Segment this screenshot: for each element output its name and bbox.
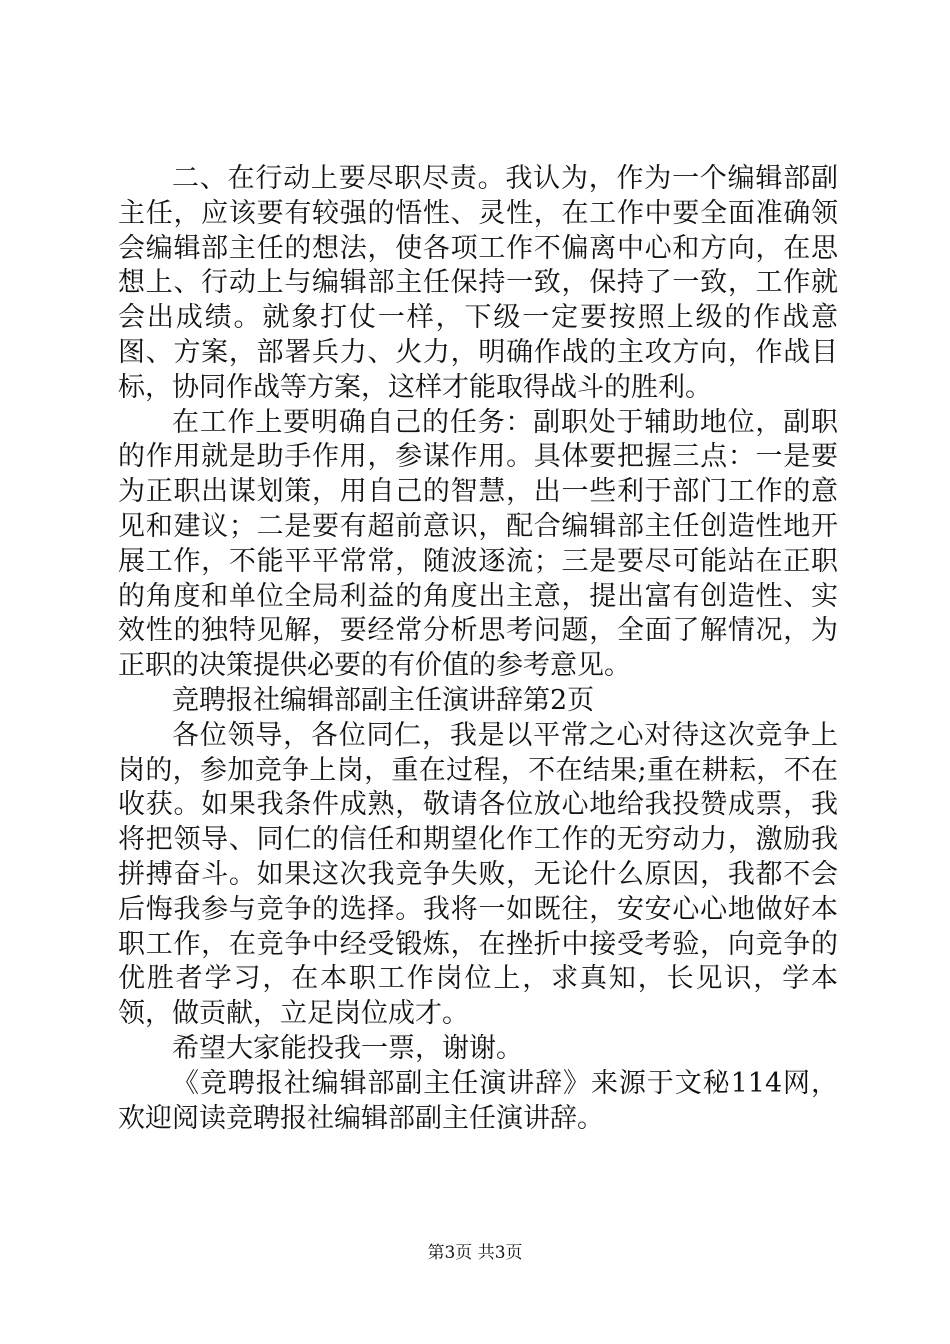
paragraph-source: 《竞聘报社编辑部副主任演讲辞》来源于文秘114网，欢迎阅读竞聘报社编辑部副主任演讲辞。 [118, 1067, 838, 1134]
paragraph-tasks: 在工作上要明确自己的任务：副职处于辅助地位，副职的作用就是助手作用，参谋作用。具体要把握三点：一是要为正职出谋划策，用自己的智慧，出一些利于部门工作的意见和建议；二是要有超前意识，配合编辑部主任创造性地开展工作，不能平平常常，随波逐流；三是要尽可能站在正职的角度和单位全局利益的角度出主意，提出富有创造性、实效性的独特见解，要经常分析思考问题，全面了解情况，为正职的决策提供必要的有价值的参考意见。 [118, 406, 838, 682]
page-footer: 第3页 共3页 [427, 1243, 523, 1263]
paragraph-page-title: 竞聘报社编辑部副主任演讲辞第2页 [172, 684, 595, 716]
paragraph-duty: 二、在行动上要尽职尽责。我认为，作为一个编辑部副主任，应该要有较强的悟性、灵性，在工作中要全面准确领会编辑部主任的想法，使各项工作不偏离中心和方向，在思想上、行动上与编辑部主任保持一致，保持了一致，工作就会出成绩。就象打仗一样，下级一定要按照上级的作战意图、方案，部署兵力、火力，明确作战的主攻方向，作战目标，协同作战等方案，这样才能取得战斗的胜利。 [118, 163, 838, 403]
paragraph-closing-statement: 各位领导，各位同仁，我是以平常之心对待这次竞争上岗的，参加竞争上岗，重在过程，不在结果;重在耕耘，不在收获。如果我条件成熟，敬请各位放心地给我投赞成票，我将把领导、同仁的信任和期望化作工作的无穷动力，激励我拼搏奋斗。如果这次我竞争失败，无论什么原因，我都不会后悔我参与竞争的选择。我将一如既往，安安心心地做好本职工作，在竞争中经受锻炼，在挫折中接受考验，向竞争的优胜者学习，在本职工作岗位上，求真知，长见识，学本领，做贡献，立足岗位成才。 [118, 719, 838, 1030]
document-body [118, 162, 838, 1136]
paragraph-thanks: 希望大家能投我一票，谢谢。 [172, 1032, 523, 1064]
